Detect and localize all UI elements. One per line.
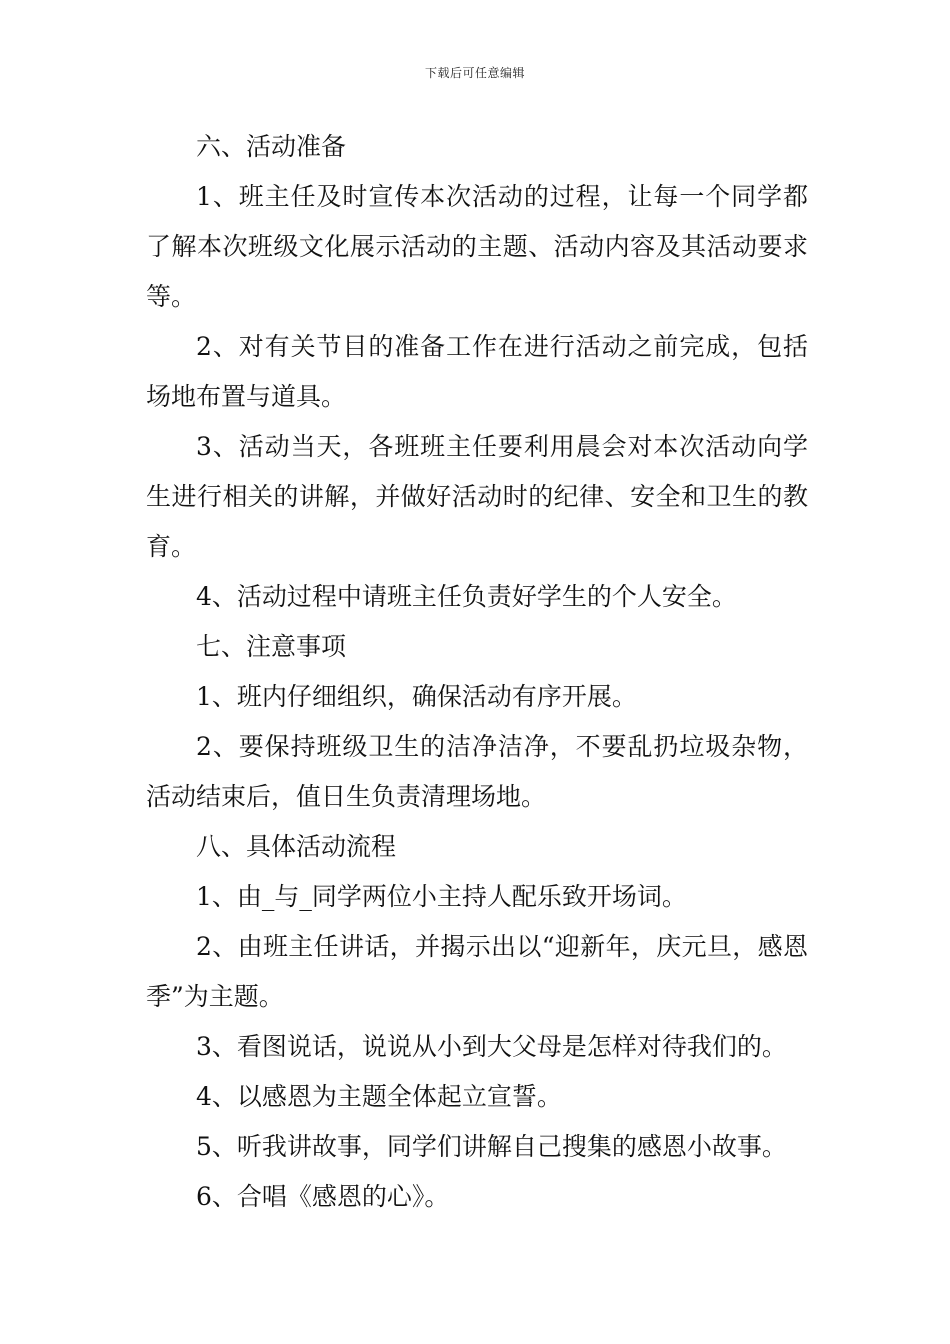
paragraph-notes-1: 1、班内仔细组织，确保活动有序开展。 <box>196 682 637 711</box>
paragraph-prep-4: 4、活动过程中请班主任负责好学生的个人安全。 <box>196 582 737 611</box>
paragraph-prep-3: 3、活动当天，各班班主任要利用晨会对本次活动向学生进行相关的讲解，并做好活动时的纪律、安全和卫生的教育。 <box>146 432 808 561</box>
section-heading-preparation: 六、活动准备 <box>196 132 347 161</box>
section-heading-notes: 七、注意事项 <box>196 632 347 661</box>
paragraph-procedure-3: 3、看图说话，说说从小到大父母是怎样对待我们的。 <box>196 1032 787 1061</box>
paragraph-notes-2: 2、要保持班级卫生的洁净洁净，不要乱扔垃圾杂物，活动结束后，值日生负责清理场地。 <box>146 732 808 811</box>
page-header: 下载后可任意编辑 <box>424 66 525 80</box>
paragraph-procedure-4: 4、以感恩为主题全体起立宣誓。 <box>196 1082 562 1111</box>
document-body <box>146 122 808 1222</box>
paragraph-prep-2: 2、对有关节目的准备工作在进行活动之前完成，包括场地布置与道具。 <box>146 332 808 411</box>
paragraph-procedure-2: 2、由班主任讲话，并揭示出以“迎新年，庆元旦，感恩季”为主题。 <box>146 932 808 1011</box>
paragraph-procedure-1: 1、由_与_同学两位小主持人配乐致开场词。 <box>196 882 687 911</box>
paragraph-procedure-6: 6、合唱《感恩的心》。 <box>196 1182 450 1211</box>
paragraph-prep-1: 1、班主任及时宣传本次活动的过程，让每一个同学都了解本次班级文化展示活动的主题、活动内容及其活动要求等。 <box>146 182 808 311</box>
section-heading-procedure: 八、具体活动流程 <box>196 832 397 861</box>
paragraph-procedure-5: 5、听我讲故事，同学们讲解自己搜集的感恩小故事。 <box>196 1132 787 1161</box>
